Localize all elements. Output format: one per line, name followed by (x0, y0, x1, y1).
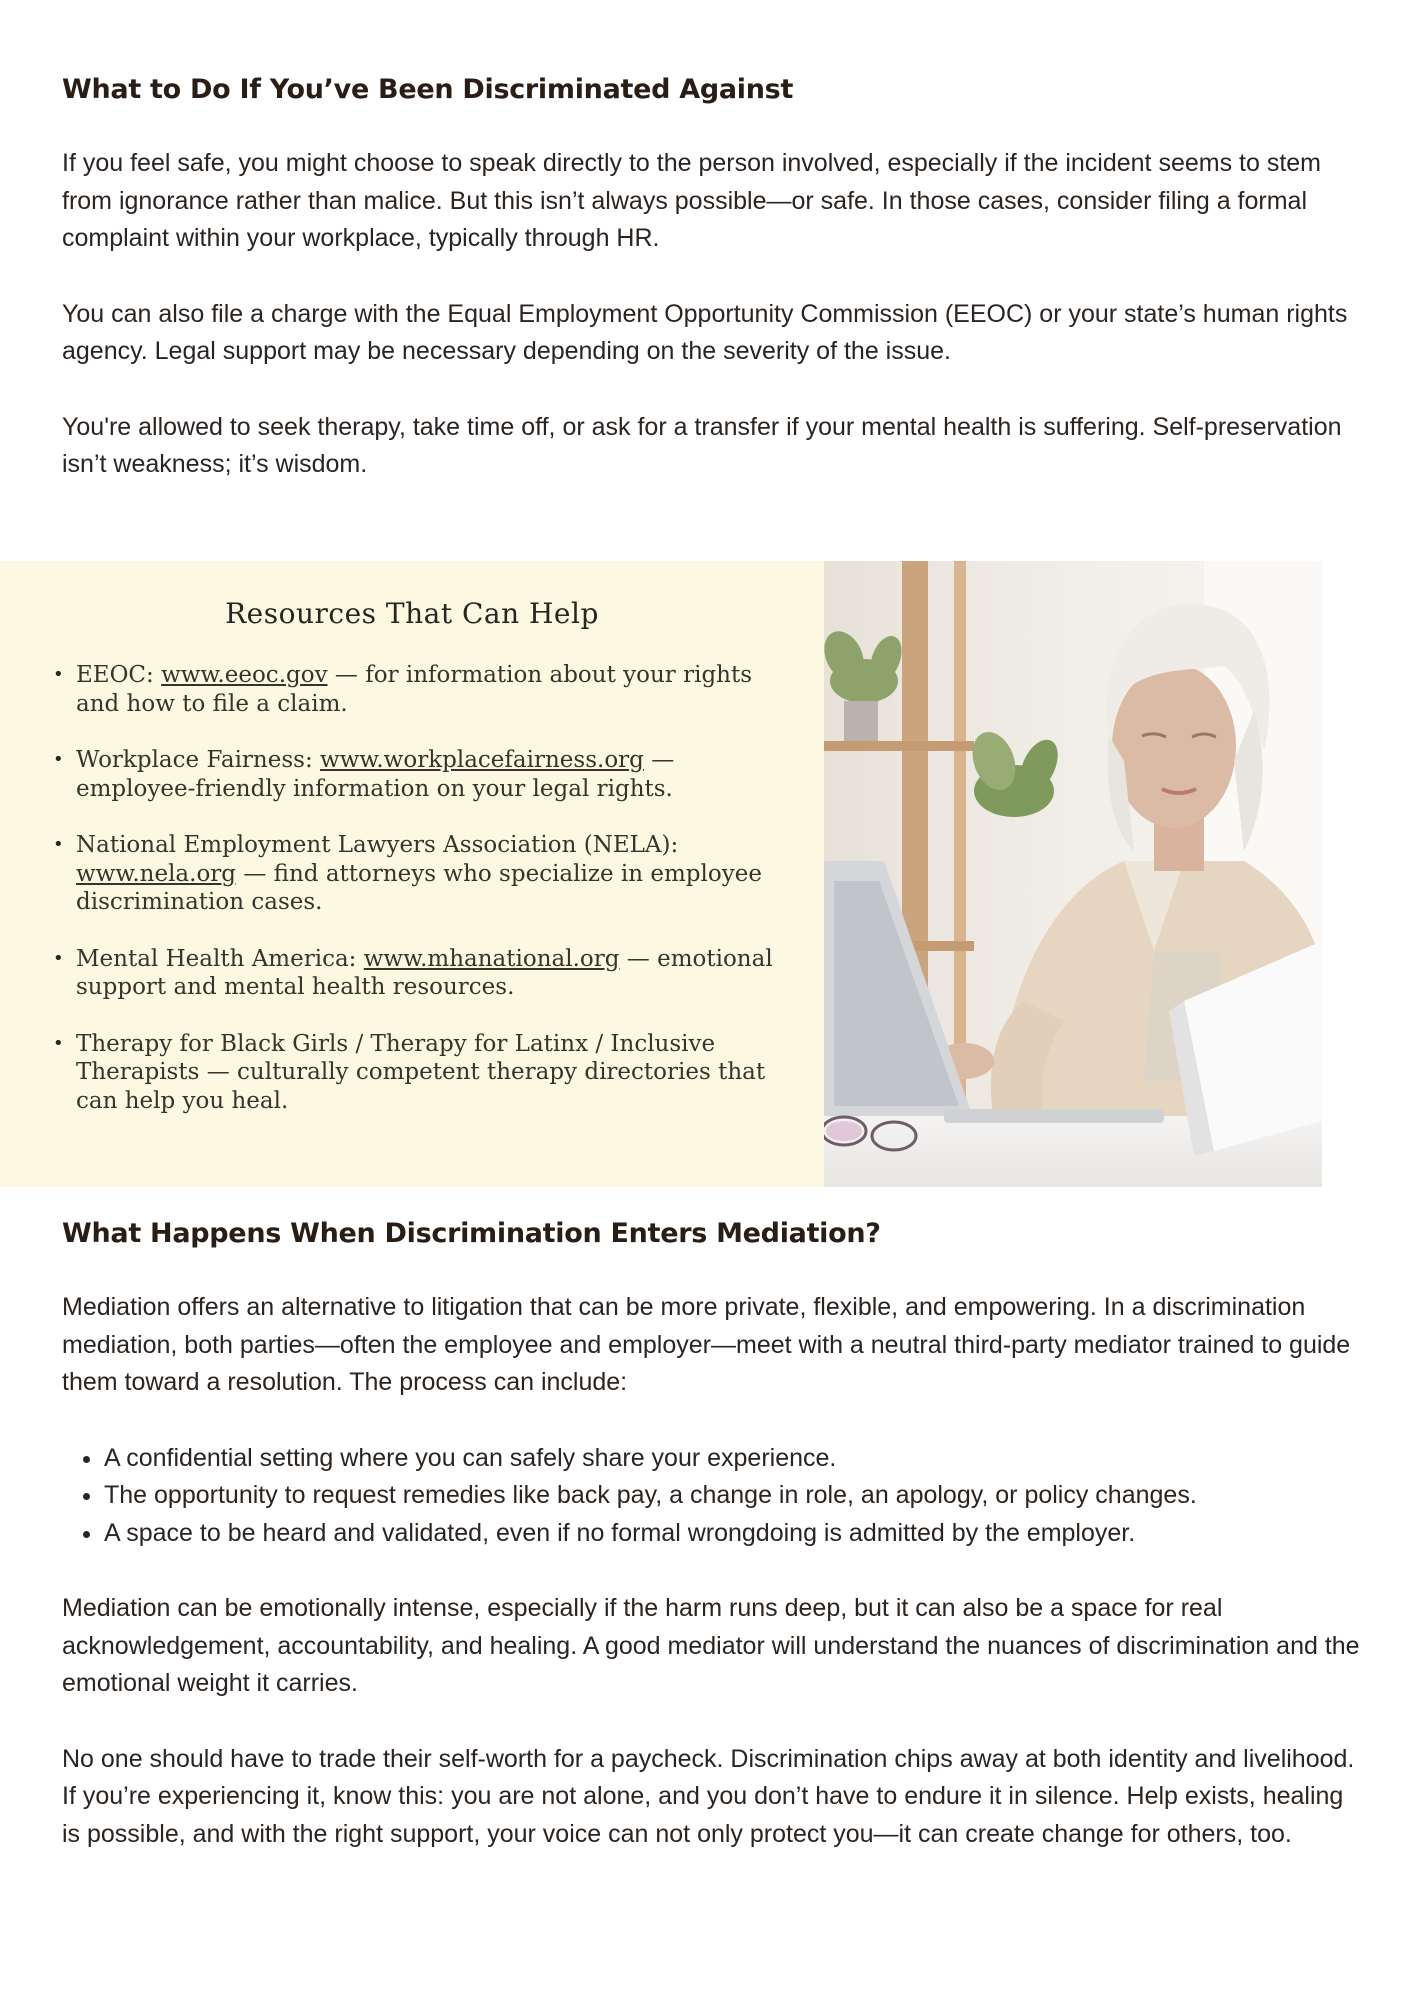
mediation-bullets (62, 1440, 1362, 1553)
photo-elderly-woman-laptop (824, 561, 1322, 1187)
resource-suffix: — for information about your rights and how to file a claim. (76, 662, 753, 717)
resource-item-mha (76, 945, 796, 1002)
resource-prefix: Therapy for Black Girls / Therapy for Latinx / Inclusive Therapists — culturally competent therapy directories that can help you heal. (76, 1030, 766, 1114)
section-mediation (62, 1218, 1362, 1853)
section2-intro: Mediation offers an alternative to litigation that can be more private, flexible, and empowering. In a discrimination mediation, both parties—often the employee and employer—meet with a neutral third-party mediator trained to guide them toward a resolution. The process can include: (62, 1293, 1351, 1396)
mediation-bullet: • A space to be heard and validated, even if no formal wrongdoing is admitted by the employer. (104, 1515, 1362, 1553)
resource-suffix: — find attorneys who specialize in employee discrimination cases. (76, 860, 762, 915)
resource-link-mha[interactable]: www.mhanational.org (363, 945, 620, 972)
mediation-bullet: • A confidential setting where you can safely share your experience. (104, 1440, 1362, 1478)
resource-item-eeoc (76, 661, 796, 718)
section1-paragraph-2: You can also file a charge with the Equal Employment Opportunity Commission (EEOC) or your state’s human rights agency. Legal support may be necessary depending on the severity of the issue. (62, 299, 1348, 365)
section1-paragraph-3: You're allowed to seek therapy, take time off, or ask for a transfer if your mental health is suffering. Self-preservation isn’t weakness; it’s wisdom. (62, 412, 1342, 478)
section1-paragraph-1: If you feel safe, you might choose to speak directly to the person involved, especially if the incident seems to stem from ignorance rather than malice. But this isn’t always possible—or safe. In those cases, consider filing a formal complaint within your workplace, typically through HR. (62, 149, 1321, 252)
section2-heading: What Happens When Discrimination Enters Mediation? (62, 1218, 881, 1249)
mediation-bullet: • The opportunity to request remedies like back pay, a change in role, an apology, or policy changes. (104, 1477, 1362, 1515)
resource-prefix: Mental Health America: (76, 945, 364, 972)
resource-prefix: National Employment Lawyers Association (NELA): (76, 832, 679, 858)
section1-heading: What to Do If You’ve Been Discriminated Against (62, 74, 794, 105)
resource-link-eeoc[interactable]: www.eeoc.gov (161, 662, 328, 688)
resource-link-nela[interactable]: www.nela.org (76, 860, 237, 887)
section2-paragraph-2: No one should have to trade their self-worth for a paycheck. Discrimination chips away at both identity and livelihood. If you’re experiencing it, know this: you are not alone, and you don’t have to endure it in silence. Help exists, healing is possible, and with the right support, your voice can not only protect you—it can create change for others, too. (62, 1744, 1355, 1848)
resource-prefix: Workplace Fairness: (76, 747, 321, 773)
resource-link-workplace-fairness[interactable]: www.workplacefairness.org (320, 747, 644, 773)
resource-suffix: — employee-friendly information on your legal rights. (76, 747, 675, 802)
resource-item-nela (76, 831, 796, 917)
resource-item-workplace-fairness (76, 746, 796, 803)
resource-prefix: EEOC: (76, 662, 162, 688)
section2-paragraph-1: Mediation can be emotionally intense, especially if the harm runs deep, but it can also be a space for real acknowledgement, accountability, and healing. A good mediator will understand the nuances of discrimination and the emotional weight it carries. (62, 1594, 1360, 1697)
resources-list (76, 661, 796, 1143)
section-discrimination-actions (62, 74, 1362, 484)
resources-heading: Resources That Can Help (225, 597, 599, 630)
resource-suffix: — emotional support and mental health resources. (76, 945, 773, 1000)
resources-panel (0, 561, 824, 1187)
resource-item-therapy-directories (76, 1030, 796, 1116)
photo-illustration (824, 561, 1322, 1187)
